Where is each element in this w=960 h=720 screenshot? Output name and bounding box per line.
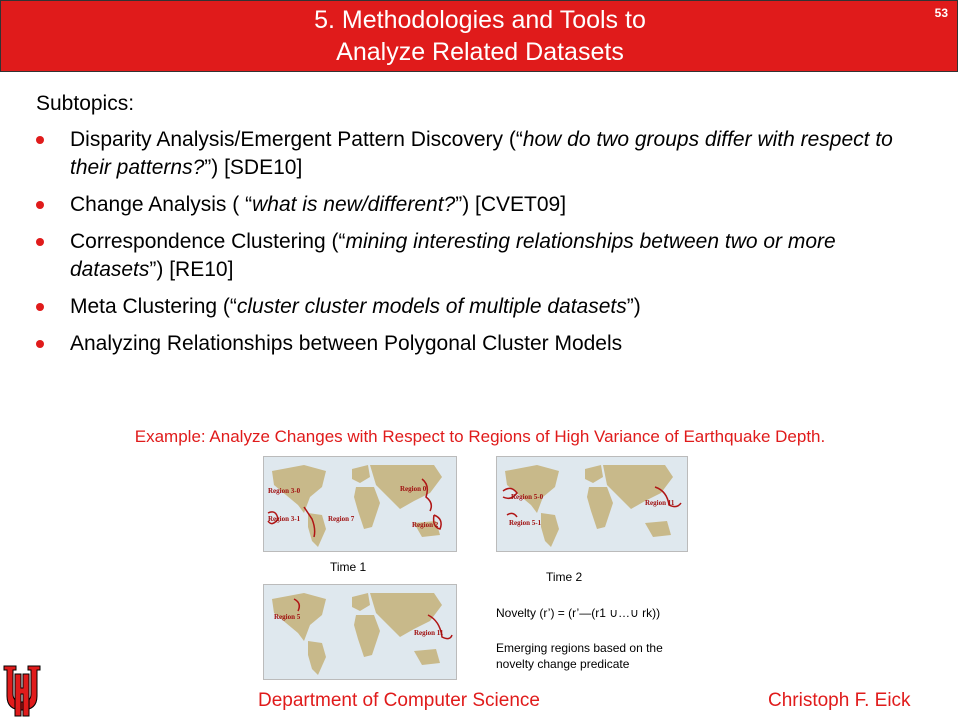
world-map-time1 [263,456,457,552]
bullet-italic-text: mining interesting relationships between two or more datasets [70,230,836,281]
map-region-label: Region 3-0 [268,487,301,495]
bullet-italic-text: cluster cluster models of multiple datasets [236,295,627,318]
bullet-text: Change Analysis ( “ [70,193,253,216]
bullet-item [36,330,916,358]
map-region-label: Region 11 [645,499,675,507]
emerging-regions-text [496,640,663,672]
time2-label: Time 2 [546,570,583,584]
world-map-time2 [496,456,688,552]
world-map-emerging [263,584,457,680]
novelty-formula: Novelty (r’) = (r’—(r1 ∪…∪ rk)) [496,606,661,620]
bullet-text: ”) [SDE10] [204,156,303,179]
slide-title-line2: Analyze Related Datasets [336,38,624,66]
map-region-label: Region 0 [400,485,427,493]
slide-number: 53 [934,6,948,20]
bullet-italic-text: how do two groups differ with respect to their patterns? [70,128,893,179]
time1-label: Time 1 [330,560,367,574]
example-caption: Example: Analyze Changes with Respect to Regions of High Variance of Earthquake Depth. [134,427,826,446]
uh-logo-icon [2,664,42,718]
slide-title [0,4,960,68]
bullet-dot-icon [36,303,44,311]
bullet-text: Correspondence Clustering (“ [70,230,346,253]
map-region-label: Region 3-1 [268,515,301,523]
bullet-dot-icon [36,340,44,348]
bullet-dot-icon [36,201,44,209]
subtopics-heading: Subtopics: [36,92,135,115]
bullet-text: ”) [CVET09] [455,193,567,216]
map-region-label: Region 2 [412,521,439,529]
bullet-text: ”) [RE10] [149,258,234,281]
bullet-text: Analyzing Relationships between Polygonal Cluster Models [70,332,623,355]
bullet-dot-icon [36,238,44,246]
world-map-icon [264,457,456,551]
bullet-text: Disparity Analysis/Emergent Pattern Discovery (“ [70,128,523,151]
bullet-dot-icon [36,136,44,144]
map-region-label: Region 11 [414,629,444,637]
bullet-text: ”) [626,295,641,318]
footer-department: Department of Computer Science [258,690,540,711]
emerging-regions-line1: Emerging regions based on the [496,641,663,655]
footer-author: Christoph F. Eick [768,690,911,711]
emerging-regions-line2: novelty change predicate [496,657,630,671]
bullet-item [36,126,916,182]
bullet-italic-text: what is new/different? [252,193,456,216]
bullet-item [36,191,916,219]
bullet-list [36,126,916,367]
slide-title-line1: 5. Methodologies and Tools to [314,6,646,34]
bullet-item [36,228,916,284]
map-region-label: Region 5-1 [509,519,542,527]
map-region-label: Region 7 [328,515,355,523]
bullet-text: Meta Clustering (“ [70,295,237,318]
map-region-label: Region 5 [274,613,301,621]
map-region-label: Region 5-0 [511,493,544,501]
bullet-item [36,293,916,321]
